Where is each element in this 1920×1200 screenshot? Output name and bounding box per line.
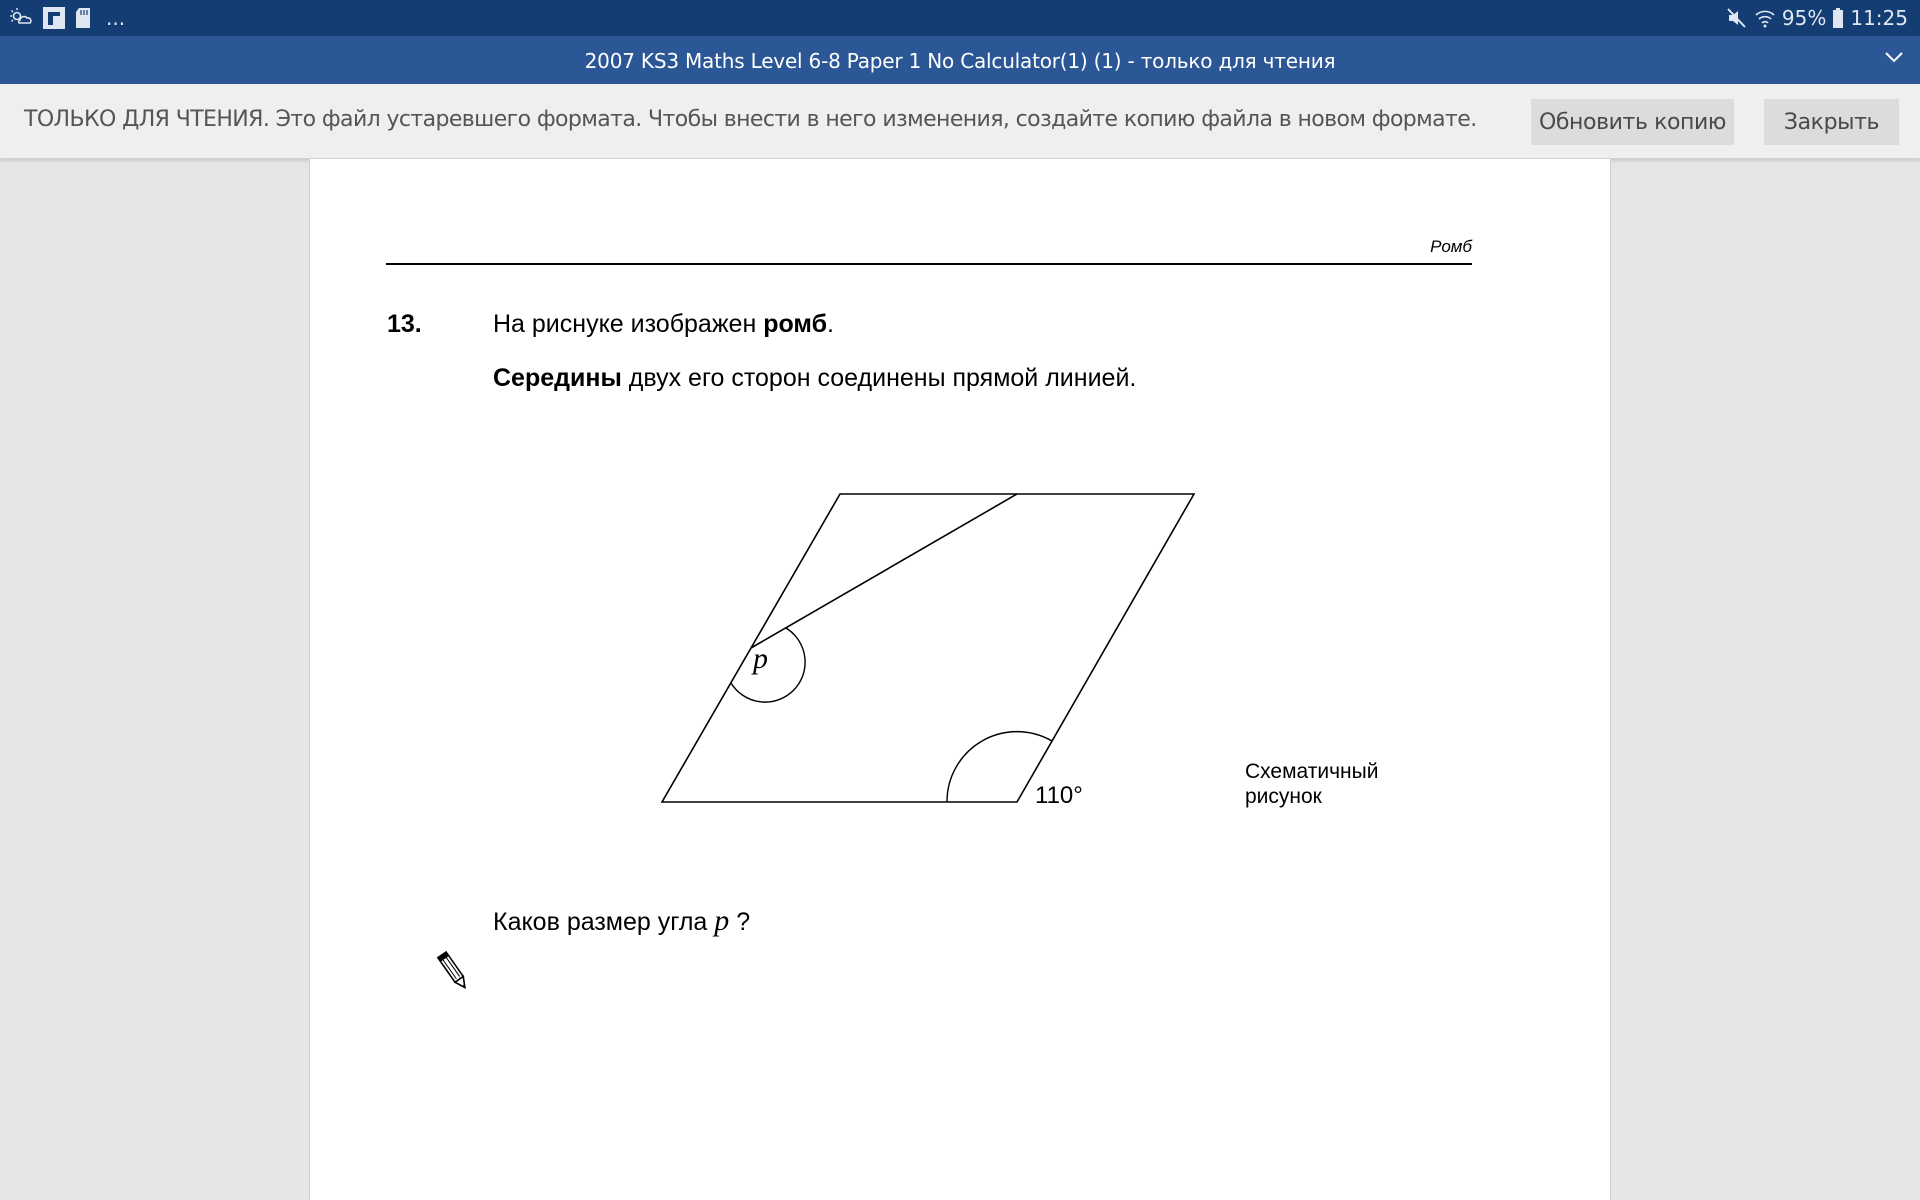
rhombus-outline (662, 494, 1194, 802)
clock: 11:25 (1850, 6, 1908, 30)
more-notifications: ... (106, 6, 126, 30)
close-button[interactable]: Закрыть (1764, 99, 1899, 145)
sd-card-icon (74, 7, 92, 29)
document-page[interactable] (309, 159, 1611, 1200)
line2-text: двух его сторон соединены прямой линией. (621, 364, 1137, 392)
question-prompt (493, 904, 750, 938)
status-left (8, 5, 125, 31)
question-variable: p (714, 904, 730, 937)
update-copy-button[interactable]: Обновить копию (1531, 99, 1734, 145)
document-title[interactable]: 2007 KS3 Maths Level 6-8 Paper 1 No Calculator(1) (1) - только для чтения (584, 49, 1336, 73)
line2-bold: Середины (493, 364, 622, 392)
angle-110-label: 110° (1035, 782, 1083, 809)
rhombus-figure (310, 159, 1610, 859)
question-end: ? (729, 908, 751, 936)
line1-end: . (827, 310, 834, 338)
schematic-note-line-2: рисунок (1245, 785, 1322, 808)
status-right (1726, 5, 1908, 31)
angle-p-arc (731, 628, 805, 702)
battery-percent: 95% (1781, 6, 1827, 30)
weather-icon (8, 7, 34, 29)
read-only-message: ТОЛЬКО ДЛЯ ЧТЕНИЯ. Это файл устаревшего формата. Чтобы внести в него изменения, создайте копию файла в новом формате. (24, 107, 1477, 132)
midpoint-line (751, 494, 1017, 648)
status-bar (0, 0, 1920, 36)
flipboard-icon (42, 7, 66, 29)
line1-bold: ромб (763, 310, 828, 338)
line1-text: На риснуке изображен (493, 310, 764, 338)
wifi-icon (1754, 8, 1776, 28)
angle-p-label: p (753, 642, 768, 675)
page-header-label: Ромб (1430, 237, 1472, 256)
chevron-down-icon[interactable] (1884, 50, 1904, 69)
question-text: Каков размер угла (493, 908, 715, 936)
title-bar (0, 36, 1920, 84)
mute-icon (1726, 7, 1748, 29)
question-number: 13. (387, 310, 422, 338)
schematic-note-line-1: Схематичный (1245, 760, 1379, 783)
battery-icon (1832, 8, 1844, 28)
schematic-note (1245, 759, 1378, 809)
read-only-infobar (0, 84, 1920, 159)
pencil-icon (434, 949, 474, 1000)
